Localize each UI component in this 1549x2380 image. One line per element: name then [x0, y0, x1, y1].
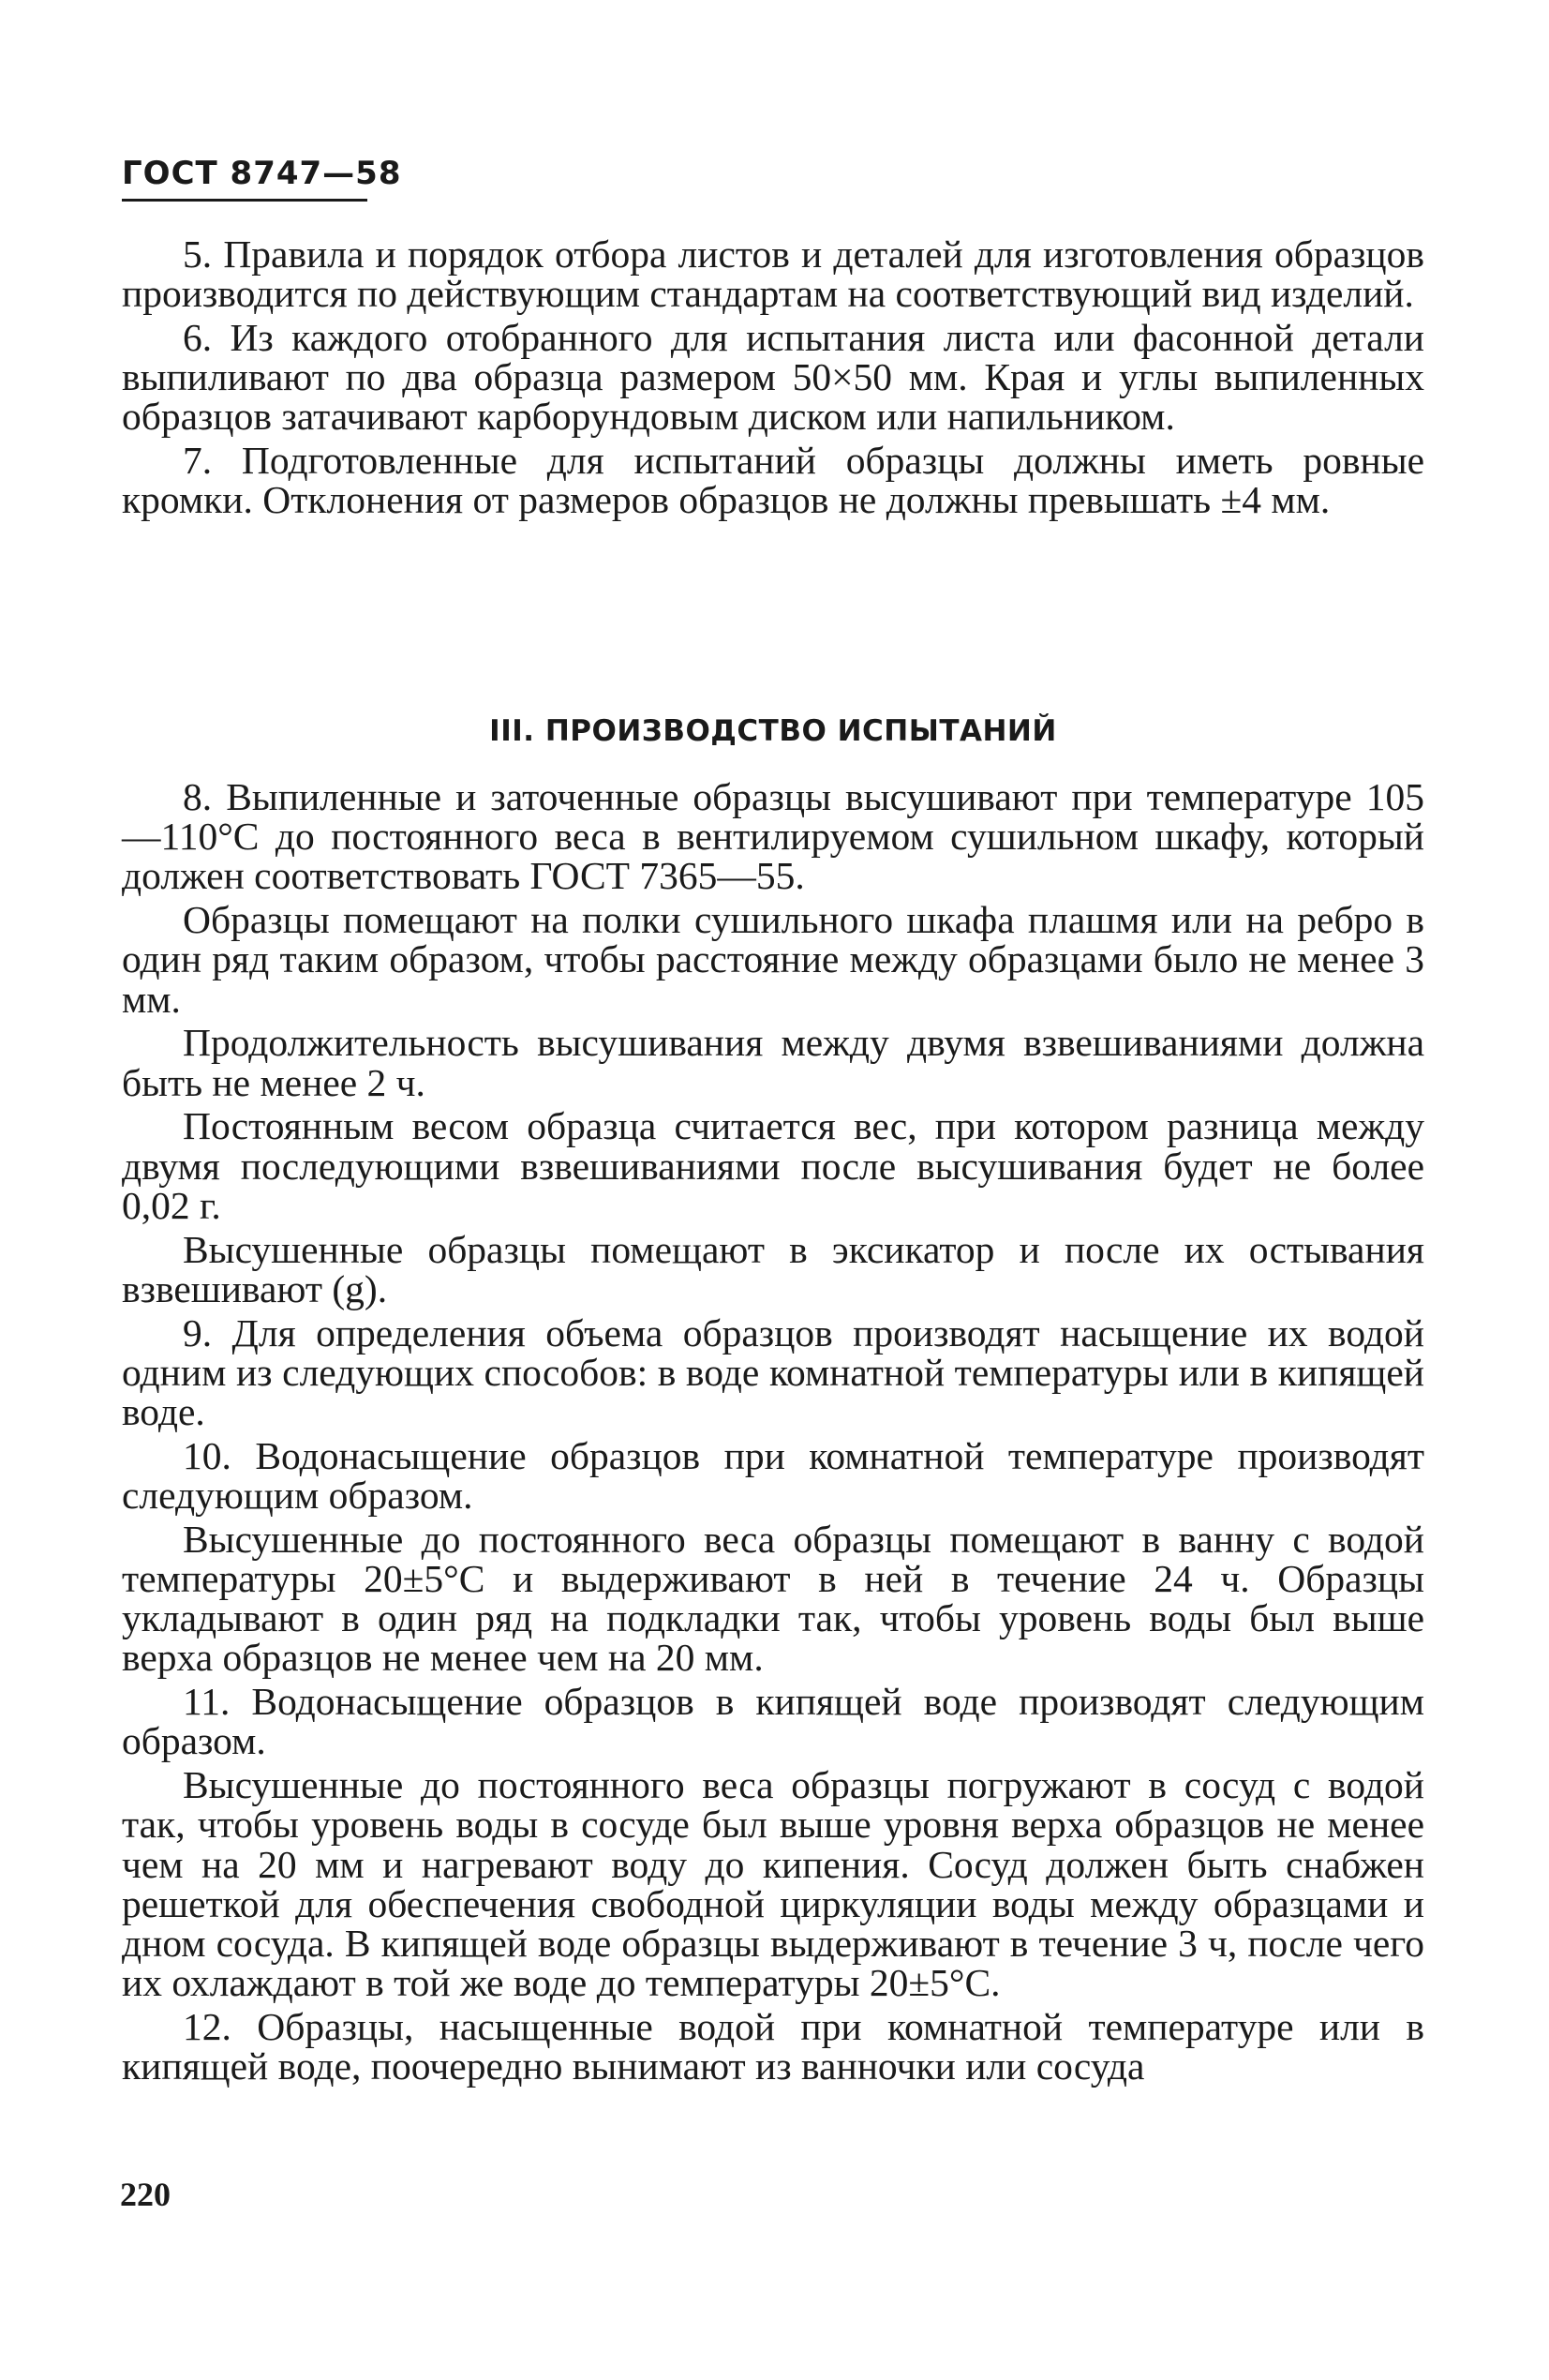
paragraph: 9. Для определения объема образцов производят насыщение их водой одним из следующих способов: в воде комнатной температуры или в кипящей воде. [122, 1310, 1424, 1434]
section-2-text [122, 234, 1424, 524]
header-rule [122, 199, 367, 202]
paragraph: 12. Образцы, насыщенные водой при комнатной температуре или в кипящей воде, поочередно вынимают из ванночки или сосуда [122, 2005, 1424, 2088]
section-heading: III. ПРОИЗВОДСТВО ИСПЫТАНИЙ [489, 714, 1057, 748]
paragraph: Высушенные образцы помещают в эксикатор и после их остывания взвешивают (g). [122, 1227, 1424, 1310]
running-header: ГОСТ 8747—58 [122, 155, 402, 192]
page-number: 220 [120, 2176, 171, 2213]
paragraph: Высушенные до постоянного веса образцы погружают в сосуд с водой так, чтобы уровень воды в сосуде был выше уровня верха образцов не менее чем на 20 мм и нагревают воду до кипения. Сосуд должен быть снабжен решеткой для обеспечения свободной циркуляции воды между образцами и дном сосуда. В кипящей воде образцы выдерживают в течение 3 ч, после чего их охлаждают в той же воде до температуры 20±5°С. [122, 1763, 1424, 2005]
paragraph: Продолжительность высушивания между двумя взвешиваниями должна быть не менее 2 ч. [122, 1021, 1424, 1104]
paragraph: 10. Водонасыщение образцов при комнатной температуре производят следующим образом. [122, 1433, 1424, 1518]
paragraph: 11. Водонасыщение образцов в кипящей воде производят следующим образом. [122, 1680, 1424, 1763]
paragraph: 7. Подготовленные для испытаний образцы должны иметь ровные кромки. Отклонения от размеров образцов не должны превышать ±4 мм. [122, 439, 1424, 522]
paragraph: 5. Правила и порядок отбора листов и деталей для изготовления образцов производится по действующим стандартам на соответствующий вид изделий. [122, 232, 1424, 316]
section-3-text [122, 777, 1424, 2090]
paragraph: Постоянным весом образца считается вес, при котором разница между двумя последующими взвешиваниями после высушивания будет не более 0,02 г. [122, 1104, 1424, 1227]
paragraph: 8. Выпиленные и заточенные образцы высушивают при температуре 105—110°С до постоянного веса в вентилируемом сушильном шкафу, который должен соответствовать ГОСТ 7365—55. [122, 775, 1424, 898]
paragraph: Высушенные до постоянного веса образцы помещают в ванну с водой температуры 20±5°С и выдерживают в ней в течение 24 ч. Образцы укладывают в один ряд на подкладки так, чтобы уровень воды был выше верха образцов не менее чем на 20 мм. [122, 1517, 1424, 1680]
paragraph: Образцы помещают на полки сушильного шкафа плашмя или на ребро в один ряд таким образом, чтобы расстояние между образцами было не менее 3 мм. [122, 898, 1424, 1021]
paragraph: 6. Из каждого отобранного для испытания листа или фасонной детали выпиливают по два образца размером 50×50 мм. Края и углы выпиленных образцов затачивают карборундовым диском или напильником. [122, 316, 1424, 439]
